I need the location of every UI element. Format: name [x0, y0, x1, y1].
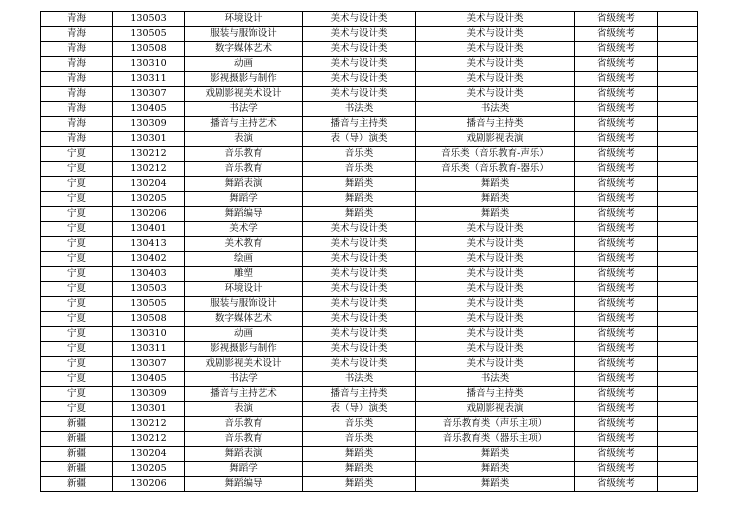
code-cell: 130403: [113, 267, 185, 282]
exam-level-cell: 省级统考: [575, 162, 658, 177]
province-cell: 宁夏: [41, 297, 113, 312]
province-cell: 新疆: [41, 462, 113, 477]
code-cell: 130311: [113, 72, 185, 87]
category-cell: 音乐类: [303, 432, 416, 447]
exam-type-cell: 舞蹈类: [416, 477, 575, 492]
major-cell: 表演: [185, 132, 303, 147]
code-cell: 130505: [113, 27, 185, 42]
province-cell: 新疆: [41, 417, 113, 432]
exam-type-cell: 戏剧影视表演: [416, 132, 575, 147]
category-cell: 美术与设计类: [303, 12, 416, 27]
exam-type-cell: 美术与设计类: [416, 222, 575, 237]
exam-type-cell: 美术与设计类: [416, 267, 575, 282]
category-cell: 美术与设计类: [303, 297, 416, 312]
category-cell: 音乐类: [303, 417, 416, 432]
empty-cell: [658, 102, 698, 117]
province-cell: 宁夏: [41, 147, 113, 162]
major-cell: 环境设计: [185, 282, 303, 297]
province-cell: 宁夏: [41, 282, 113, 297]
exam-level-cell: 省级统考: [575, 327, 658, 342]
major-cell: 戏剧影视美术设计: [185, 87, 303, 102]
code-cell: 130205: [113, 192, 185, 207]
exam-type-cell: 书法类: [416, 102, 575, 117]
exam-type-cell: 美术与设计类: [416, 357, 575, 372]
code-cell: 130508: [113, 312, 185, 327]
empty-cell: [658, 447, 698, 462]
province-cell: 青海: [41, 27, 113, 42]
category-cell: 舞蹈类: [303, 192, 416, 207]
major-cell: 音乐教育: [185, 417, 303, 432]
code-cell: 130503: [113, 12, 185, 27]
data-table: [40, 11, 698, 492]
major-cell: 音乐教育: [185, 432, 303, 447]
empty-cell: [658, 432, 698, 447]
exam-level-cell: 省级统考: [575, 282, 658, 297]
major-cell: 舞蹈编导: [185, 477, 303, 492]
exam-level-cell: 省级统考: [575, 87, 658, 102]
table-row: [41, 222, 698, 237]
empty-cell: [658, 387, 698, 402]
empty-cell: [658, 312, 698, 327]
exam-level-cell: 省级统考: [575, 387, 658, 402]
empty-cell: [658, 462, 698, 477]
table-row: [41, 282, 698, 297]
exam-level-cell: 省级统考: [575, 147, 658, 162]
table-row: [41, 387, 698, 402]
major-cell: 服装与服饰设计: [185, 27, 303, 42]
category-cell: 舞蹈类: [303, 207, 416, 222]
table-row: [41, 432, 698, 447]
exam-type-cell: 美术与设计类: [416, 72, 575, 87]
exam-type-cell: 书法类: [416, 372, 575, 387]
code-cell: 130205: [113, 462, 185, 477]
empty-cell: [658, 162, 698, 177]
exam-level-cell: 省级统考: [575, 207, 658, 222]
exam-type-cell: 舞蹈类: [416, 177, 575, 192]
major-cell: 美术学: [185, 222, 303, 237]
code-cell: 130413: [113, 237, 185, 252]
exam-level-cell: 省级统考: [575, 417, 658, 432]
province-cell: 宁夏: [41, 162, 113, 177]
empty-cell: [658, 372, 698, 387]
category-cell: 舞蹈类: [303, 477, 416, 492]
empty-cell: [658, 72, 698, 87]
table-row: [41, 327, 698, 342]
empty-cell: [658, 57, 698, 72]
empty-cell: [658, 87, 698, 102]
exam-level-cell: 省级统考: [575, 357, 658, 372]
code-cell: 130301: [113, 402, 185, 417]
major-cell: 影视摄影与制作: [185, 342, 303, 357]
table-row: [41, 72, 698, 87]
table-row: [41, 402, 698, 417]
table-row: [41, 12, 698, 27]
exam-type-cell: 美术与设计类: [416, 252, 575, 267]
table-row: [41, 417, 698, 432]
category-cell: 表（导）演类: [303, 402, 416, 417]
exam-level-cell: 省级统考: [575, 102, 658, 117]
exam-type-cell: 美术与设计类: [416, 282, 575, 297]
exam-level-cell: 省级统考: [575, 42, 658, 57]
province-cell: 宁夏: [41, 267, 113, 282]
province-cell: 宁夏: [41, 207, 113, 222]
table-row: [41, 312, 698, 327]
category-cell: 美术与设计类: [303, 312, 416, 327]
table-row: [41, 192, 698, 207]
major-cell: 绘画: [185, 252, 303, 267]
major-cell: 服装与服饰设计: [185, 297, 303, 312]
code-cell: 130503: [113, 282, 185, 297]
exam-level-cell: 省级统考: [575, 477, 658, 492]
exam-type-cell: 美术与设计类: [416, 42, 575, 57]
major-cell: 表演: [185, 402, 303, 417]
exam-type-cell: 音乐类（音乐教育-声乐）: [416, 147, 575, 162]
code-cell: 130212: [113, 417, 185, 432]
major-cell: 书法学: [185, 102, 303, 117]
exam-level-cell: 省级统考: [575, 57, 658, 72]
exam-type-cell: 美术与设计类: [416, 237, 575, 252]
exam-type-cell: 美术与设计类: [416, 87, 575, 102]
table-row: [41, 87, 698, 102]
category-cell: 舞蹈类: [303, 177, 416, 192]
table-row: [41, 357, 698, 372]
empty-cell: [658, 402, 698, 417]
major-cell: 数字媒体艺术: [185, 312, 303, 327]
table-row: [41, 297, 698, 312]
code-cell: 130212: [113, 147, 185, 162]
table-row: [41, 162, 698, 177]
province-cell: 新疆: [41, 477, 113, 492]
exam-level-cell: 省级统考: [575, 447, 658, 462]
empty-cell: [658, 297, 698, 312]
document-page: [40, 11, 698, 492]
major-cell: 美术教育: [185, 237, 303, 252]
province-cell: 青海: [41, 12, 113, 27]
empty-cell: [658, 132, 698, 147]
exam-level-cell: 省级统考: [575, 372, 658, 387]
province-cell: 宁夏: [41, 402, 113, 417]
major-cell: 舞蹈学: [185, 462, 303, 477]
exam-type-cell: 舞蹈类: [416, 207, 575, 222]
exam-type-cell: 美术与设计类: [416, 27, 575, 42]
table-row: [41, 462, 698, 477]
empty-cell: [658, 12, 698, 27]
province-cell: 宁夏: [41, 372, 113, 387]
major-cell: 动画: [185, 327, 303, 342]
category-cell: 播音与主持类: [303, 117, 416, 132]
exam-level-cell: 省级统考: [575, 432, 658, 447]
table-row: [41, 57, 698, 72]
category-cell: 美术与设计类: [303, 357, 416, 372]
code-cell: 130310: [113, 327, 185, 342]
exam-level-cell: 省级统考: [575, 177, 658, 192]
province-cell: 宁夏: [41, 252, 113, 267]
empty-cell: [658, 237, 698, 252]
category-cell: 美术与设计类: [303, 237, 416, 252]
exam-type-cell: 美术与设计类: [416, 12, 575, 27]
category-cell: 美术与设计类: [303, 57, 416, 72]
major-cell: 书法学: [185, 372, 303, 387]
table-row: [41, 342, 698, 357]
major-cell: 舞蹈学: [185, 192, 303, 207]
table-row: [41, 117, 698, 132]
table-row: [41, 207, 698, 222]
empty-cell: [658, 42, 698, 57]
major-cell: 舞蹈表演: [185, 177, 303, 192]
exam-type-cell: 美术与设计类: [416, 57, 575, 72]
province-cell: 青海: [41, 72, 113, 87]
category-cell: 美术与设计类: [303, 27, 416, 42]
exam-level-cell: 省级统考: [575, 402, 658, 417]
empty-cell: [658, 192, 698, 207]
table-row: [41, 42, 698, 57]
exam-level-cell: 省级统考: [575, 237, 658, 252]
exam-level-cell: 省级统考: [575, 132, 658, 147]
exam-type-cell: 舞蹈类: [416, 192, 575, 207]
category-cell: 美术与设计类: [303, 72, 416, 87]
category-cell: 美术与设计类: [303, 267, 416, 282]
empty-cell: [658, 222, 698, 237]
category-cell: 表（导）演类: [303, 132, 416, 147]
exam-type-cell: 舞蹈类: [416, 462, 575, 477]
exam-type-cell: 音乐类（音乐教育-器乐）: [416, 162, 575, 177]
major-cell: 音乐教育: [185, 162, 303, 177]
major-cell: 播音与主持艺术: [185, 117, 303, 132]
category-cell: 音乐类: [303, 162, 416, 177]
table-row: [41, 477, 698, 492]
province-cell: 宁夏: [41, 327, 113, 342]
province-cell: 宁夏: [41, 237, 113, 252]
category-cell: 舞蹈类: [303, 462, 416, 477]
code-cell: 130508: [113, 42, 185, 57]
province-cell: 青海: [41, 87, 113, 102]
exam-level-cell: 省级统考: [575, 72, 658, 87]
province-cell: 青海: [41, 132, 113, 147]
category-cell: 美术与设计类: [303, 42, 416, 57]
major-cell: 雕塑: [185, 267, 303, 282]
exam-type-cell: 舞蹈类: [416, 447, 575, 462]
province-cell: 宁夏: [41, 342, 113, 357]
exam-level-cell: 省级统考: [575, 312, 658, 327]
exam-level-cell: 省级统考: [575, 222, 658, 237]
empty-cell: [658, 477, 698, 492]
province-cell: 宁夏: [41, 177, 113, 192]
category-cell: 播音与主持类: [303, 387, 416, 402]
category-cell: 美术与设计类: [303, 327, 416, 342]
category-cell: 音乐类: [303, 147, 416, 162]
code-cell: 130307: [113, 87, 185, 102]
province-cell: 新疆: [41, 432, 113, 447]
province-cell: 青海: [41, 42, 113, 57]
empty-cell: [658, 342, 698, 357]
table-row: [41, 447, 698, 462]
province-cell: 宁夏: [41, 387, 113, 402]
major-cell: 环境设计: [185, 12, 303, 27]
category-cell: 书法类: [303, 102, 416, 117]
empty-cell: [658, 117, 698, 132]
exam-level-cell: 省级统考: [575, 117, 658, 132]
exam-level-cell: 省级统考: [575, 267, 658, 282]
category-cell: 美术与设计类: [303, 282, 416, 297]
code-cell: 130212: [113, 432, 185, 447]
table-row: [41, 237, 698, 252]
empty-cell: [658, 417, 698, 432]
table-row: [41, 252, 698, 267]
code-cell: 130309: [113, 117, 185, 132]
code-cell: 130206: [113, 477, 185, 492]
empty-cell: [658, 357, 698, 372]
code-cell: 130311: [113, 342, 185, 357]
code-cell: 130204: [113, 177, 185, 192]
exam-type-cell: 美术与设计类: [416, 297, 575, 312]
empty-cell: [658, 267, 698, 282]
exam-type-cell: 美术与设计类: [416, 342, 575, 357]
province-cell: 新疆: [41, 447, 113, 462]
table-row: [41, 132, 698, 147]
exam-level-cell: 省级统考: [575, 192, 658, 207]
empty-cell: [658, 327, 698, 342]
exam-level-cell: 省级统考: [575, 27, 658, 42]
empty-cell: [658, 252, 698, 267]
major-cell: 舞蹈编导: [185, 207, 303, 222]
major-cell: 影视摄影与制作: [185, 72, 303, 87]
empty-cell: [658, 147, 698, 162]
exam-level-cell: 省级统考: [575, 252, 658, 267]
exam-level-cell: 省级统考: [575, 462, 658, 477]
exam-type-cell: 美术与设计类: [416, 327, 575, 342]
code-cell: 130307: [113, 357, 185, 372]
province-cell: 青海: [41, 57, 113, 72]
exam-type-cell: 音乐教育类（器乐主项）: [416, 432, 575, 447]
code-cell: 130402: [113, 252, 185, 267]
exam-type-cell: 播音与主持类: [416, 117, 575, 132]
exam-level-cell: 省级统考: [575, 12, 658, 27]
exam-type-cell: 美术与设计类: [416, 312, 575, 327]
table-row: [41, 177, 698, 192]
code-cell: 130310: [113, 57, 185, 72]
major-cell: 数字媒体艺术: [185, 42, 303, 57]
code-cell: 130212: [113, 162, 185, 177]
code-cell: 130505: [113, 297, 185, 312]
major-cell: 音乐教育: [185, 147, 303, 162]
table-row: [41, 372, 698, 387]
table-row: [41, 27, 698, 42]
table-row: [41, 147, 698, 162]
category-cell: 美术与设计类: [303, 87, 416, 102]
code-cell: 130204: [113, 447, 185, 462]
category-cell: 舞蹈类: [303, 447, 416, 462]
table-row: [41, 102, 698, 117]
code-cell: 130405: [113, 372, 185, 387]
empty-cell: [658, 177, 698, 192]
province-cell: 青海: [41, 102, 113, 117]
province-cell: 宁夏: [41, 192, 113, 207]
province-cell: 宁夏: [41, 357, 113, 372]
major-cell: 戏剧影视美术设计: [185, 357, 303, 372]
empty-cell: [658, 282, 698, 297]
code-cell: 130301: [113, 132, 185, 147]
empty-cell: [658, 207, 698, 222]
exam-level-cell: 省级统考: [575, 342, 658, 357]
province-cell: 青海: [41, 117, 113, 132]
category-cell: 美术与设计类: [303, 252, 416, 267]
empty-cell: [658, 27, 698, 42]
code-cell: 130405: [113, 102, 185, 117]
category-cell: 书法类: [303, 372, 416, 387]
table-row: [41, 267, 698, 282]
code-cell: 130309: [113, 387, 185, 402]
table-body: [41, 12, 698, 492]
exam-type-cell: 播音与主持类: [416, 387, 575, 402]
province-cell: 宁夏: [41, 312, 113, 327]
code-cell: 130206: [113, 207, 185, 222]
exam-level-cell: 省级统考: [575, 297, 658, 312]
major-cell: 播音与主持艺术: [185, 387, 303, 402]
major-cell: 动画: [185, 57, 303, 72]
exam-type-cell: 音乐教育类（声乐主项）: [416, 417, 575, 432]
category-cell: 美术与设计类: [303, 222, 416, 237]
code-cell: 130401: [113, 222, 185, 237]
major-cell: 舞蹈表演: [185, 447, 303, 462]
exam-type-cell: 戏剧影视表演: [416, 402, 575, 417]
province-cell: 宁夏: [41, 222, 113, 237]
category-cell: 美术与设计类: [303, 342, 416, 357]
